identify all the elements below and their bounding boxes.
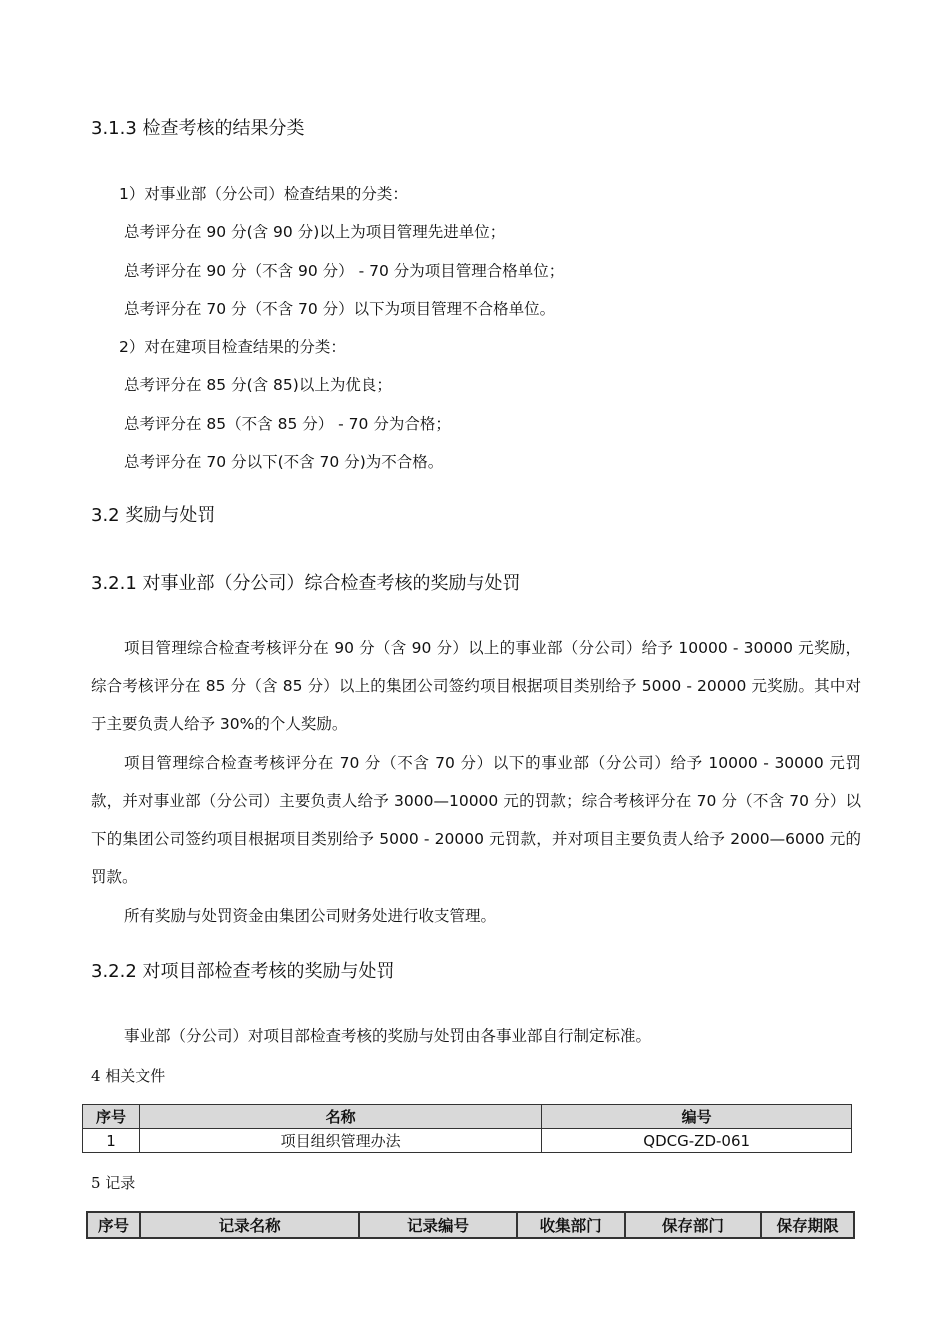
paragraph-project-dept: 事业部（分公司）对项目部检查考核的奖励与处罚由各事业部自行制定标准。 [124, 1027, 652, 1045]
section-heading-3-2-1: 3.2.1 对事业部（分公司）综合检查考核的奖励与处罚 [91, 573, 521, 594]
list-item: 总考评分在 90 分(含 90 分)以上为项目管理先进单位； [124, 223, 506, 241]
list-item: 总考评分在 85（不含 85 分） - 70 分为合格； [124, 415, 451, 433]
column-header: 序号 [83, 1105, 140, 1129]
section-heading-3-2: 3.2 奖励与处罚 [91, 505, 216, 526]
table-cell: 项目组织管理办法 [139, 1129, 541, 1153]
column-header: 保存部门 [625, 1212, 762, 1238]
list-item: 总考评分在 85 分(含 85)以上为优良； [124, 376, 392, 394]
related-docs-table [82, 1104, 852, 1153]
column-header: 记录编号 [359, 1212, 517, 1238]
records-heading: 5 记录 [91, 1174, 136, 1192]
records-table [86, 1211, 855, 1239]
section-heading-3-2-2: 3.2.2 对项目部检查考核的奖励与处罚 [91, 961, 395, 982]
column-header: 记录名称 [140, 1212, 359, 1238]
list-item: 总考评分在 70 分以下(不含 70 分)为不合格。 [124, 453, 444, 471]
subheading-1: 1）对事业部（分公司）检查结果的分类： [119, 185, 408, 203]
column-header: 编号 [542, 1105, 852, 1129]
list-item: 总考评分在 70 分（不含 70 分）以下为项目管理不合格单位。 [124, 300, 556, 318]
related-docs-heading: 4 相关文件 [91, 1067, 166, 1085]
table-header-row [87, 1212, 854, 1238]
paragraph-fund-management: 所有奖励与处罚资金由集团公司财务处进行收支管理。 [124, 907, 497, 925]
paragraph-reward: 项目管理综合检查考核评分在 90 分（含 90 分）以上的事业部（分公司）给予 10000 - 30000 元奖励，综合考核评分在 85 分（含 85 分）以上的集团公司签约项目根据项目类别给予 5000 - 20000 元奖励。其中对于主要负责人给予 30%的个人奖励。 [91, 639, 861, 733]
table-header-row [83, 1105, 852, 1129]
column-header: 保存期限 [761, 1212, 854, 1238]
table-cell: QDCG-ZD-061 [542, 1129, 852, 1153]
column-header: 名称 [139, 1105, 541, 1129]
column-header: 序号 [87, 1212, 140, 1238]
table-row [83, 1129, 852, 1153]
list-item: 总考评分在 90 分（不含 90 分） - 70 分为项目管理合格单位； [124, 262, 565, 280]
subheading-2: 2）对在建项目检查结果的分类： [119, 338, 346, 356]
paragraph-penalty: 项目管理综合检查考核评分在 70 分（不含 70 分）以下的事业部（分公司）给予 10000 - 30000 元罚款，并对事业部（分公司）主要负责人给予 3000—10000 元的罚款；综合考核评分在 70 分（不含 70 分）以下的集团公司签约项目根据项目类别给予 5000 - 20000 元罚款，并对项目主要负责人给予 2000—6000 元的罚款。 [91, 754, 861, 886]
table-cell: 1 [83, 1129, 140, 1153]
column-header: 收集部门 [517, 1212, 625, 1238]
section-heading-3-1-3: 3.1.3 检查考核的结果分类 [91, 118, 305, 139]
